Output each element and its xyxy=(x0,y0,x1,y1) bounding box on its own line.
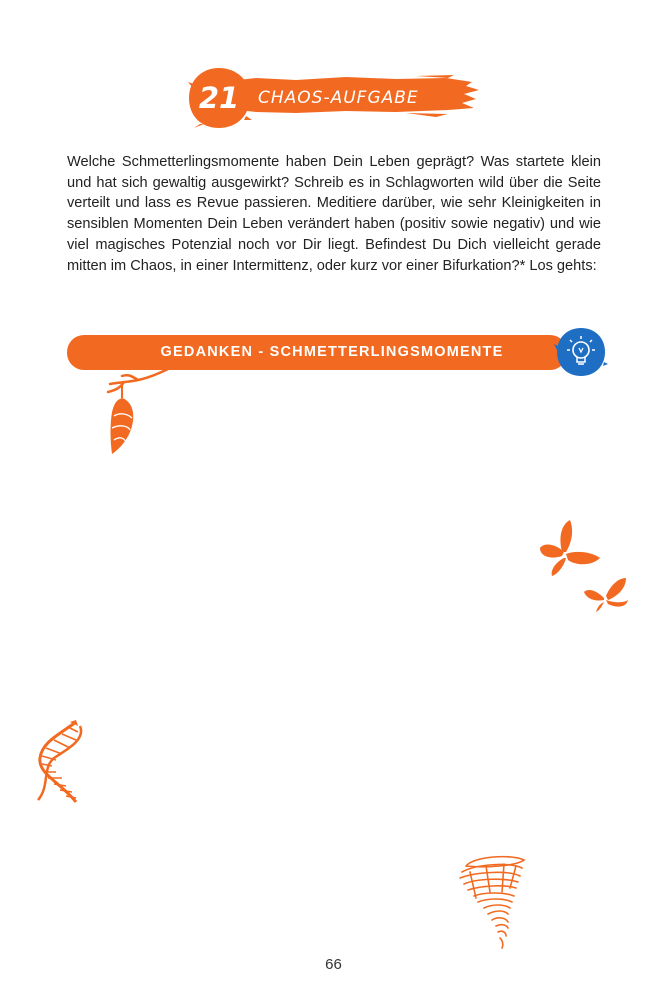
butterfly-small-icon xyxy=(582,576,630,614)
chapter-header xyxy=(186,66,486,130)
tornado-icon xyxy=(456,852,528,952)
intro-paragraph: Welche Schmetterlingsmomente haben Dein Leben geprägt? Was startete klein und hat sich gewaltig ausgewirkt? Schreib es in Schlagworten wild über die Seite verteilt und lass es Revue passieren. Meditiere darüber, wie sehr Kleinigkeiten in sensiblen Momenten Dein Leben verändert haben (positiv sowie negativ) und wie viel magisches Potenzial noch vor Dir liegt. Befindest Du Dich vielleicht gerade mitten im Chaos, in einer Intermittenz, oder kurz vor einer Bifurkation?* Los gehts: xyxy=(67,154,601,274)
dna-icon xyxy=(30,720,86,806)
section-banner xyxy=(67,335,567,370)
butterfly-icon xyxy=(536,518,602,578)
page-number: 66 xyxy=(325,956,342,973)
chapter-title: CHAOS-AUFGABE xyxy=(258,88,419,108)
cocoon-icon xyxy=(100,366,172,456)
chapter-number: 21 xyxy=(198,81,240,115)
lightbulb-icon xyxy=(554,326,608,378)
section-banner-label: GEDANKEN - SCHMETTERLINGSMOMENTE xyxy=(160,344,504,360)
